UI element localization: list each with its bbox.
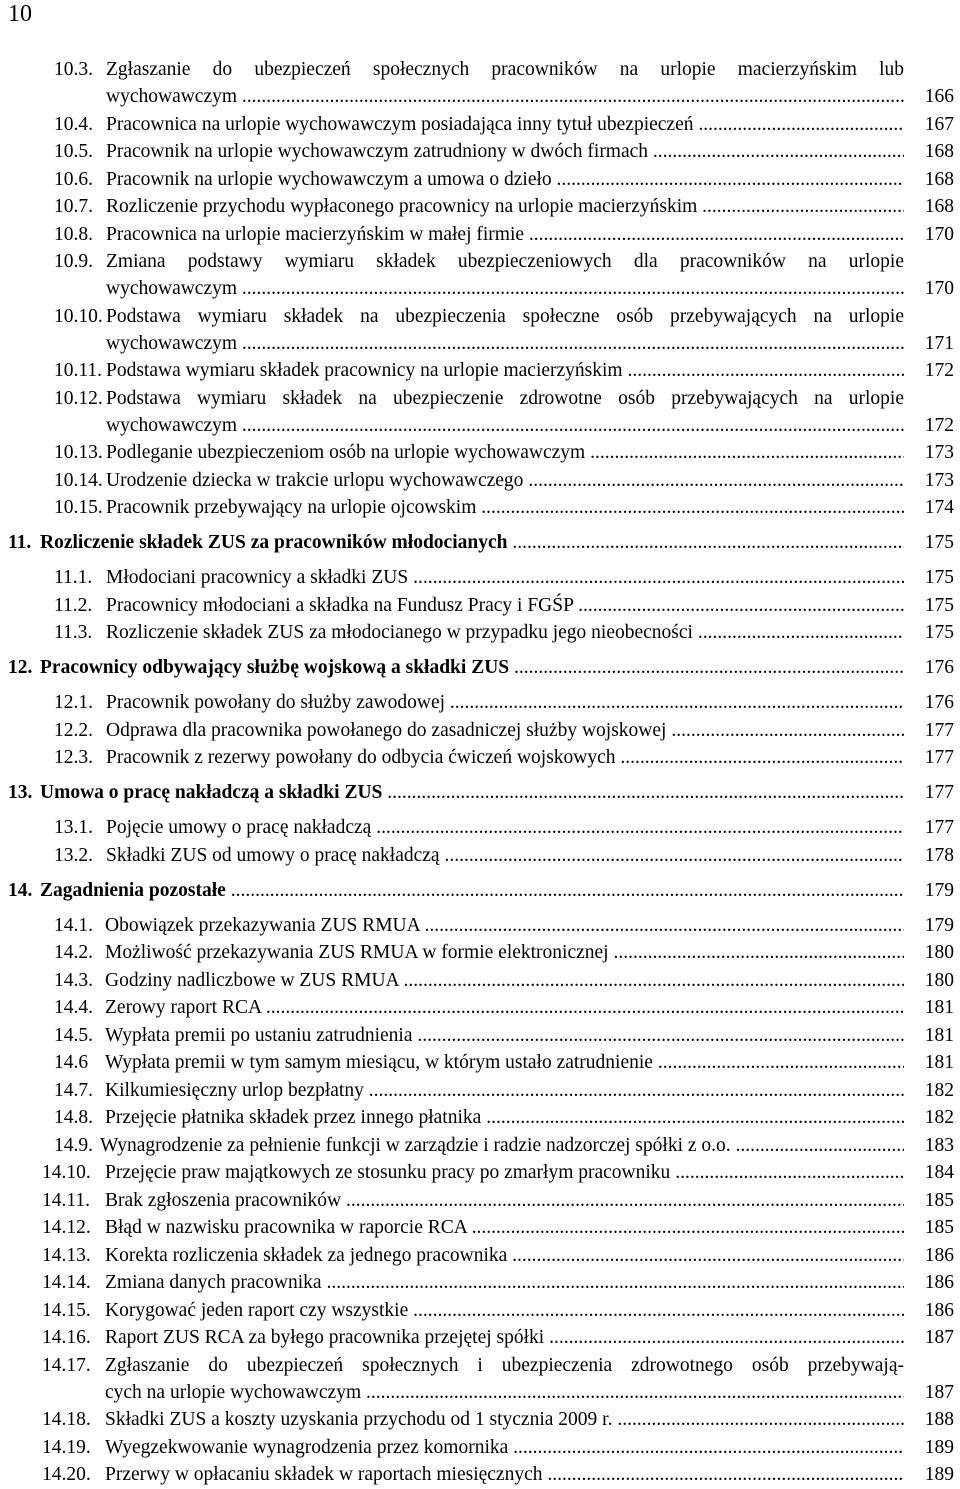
toc-entry-page: 168	[924, 168, 954, 190]
toc-entry-number: 13.1.	[54, 817, 93, 838]
toc-entry-title-leader: Wypłata premii po ustaniu zatrudnienia .....	[105, 1022, 904, 1049]
toc-entry[interactable]	[0, 1406, 960, 1433]
toc-entry-number: 12.1.	[54, 692, 93, 713]
toc-chapter-entry[interactable]	[0, 779, 960, 806]
toc-entry-title	[105, 994, 904, 1021]
toc-entry-page: 176	[924, 657, 954, 678]
toc-entry-title-leader: Brak zgłoszenia pracowników .....	[105, 1187, 904, 1214]
toc-entry-number: 14.6	[54, 1052, 89, 1073]
toc-entry-page: 180	[924, 969, 954, 991]
toc-entry-page: 185	[924, 1189, 954, 1211]
toc-entry-title	[105, 1297, 904, 1324]
toc-entry-page: 184	[924, 1162, 954, 1183]
toc-entry-page: 181	[924, 1052, 954, 1073]
toc-entry[interactable]	[0, 1324, 960, 1351]
toc-entry[interactable]	[0, 248, 960, 302]
toc-entry-title	[105, 1077, 904, 1104]
toc-entry-number: 14.	[8, 879, 33, 901]
toc-entry-page: 189	[924, 1436, 954, 1458]
toc-entry-title-leader: Pojęcie umowy o pracę nakładczą .....	[106, 814, 904, 841]
toc-entry-title-leader: Urodzenie dziecka w trakcie urlopu wychowawczego .....	[106, 467, 904, 494]
toc-entry-number: 12.2.	[54, 719, 93, 741]
toc-chapter-entry[interactable]	[0, 877, 960, 904]
toc-entry[interactable]	[0, 842, 960, 869]
toc-entry[interactable]	[0, 1132, 960, 1159]
toc-entry-title-leader: Składki ZUS a koszty uzyskania przychodu od 1 stycznia 2009 r. .....	[105, 1406, 904, 1433]
toc-entry-page: 171	[924, 332, 954, 354]
toc-entry-number: 14.17.	[42, 1354, 91, 1376]
toc-entry-page: 182	[924, 1107, 954, 1128]
toc-chapter-entry[interactable]	[0, 529, 960, 556]
toc-entry-title-line: Podstawa wymiaru składek na ubezpieczenie zdrowotne osób przebywających na urlopie	[106, 387, 904, 409]
toc-entry-title	[106, 111, 904, 138]
toc-entry-page: 181	[924, 1024, 954, 1046]
toc-entry-title-leader: Przejęcie praw majątkowych ze stosunku pracy po zmarłym pracowniku .....	[105, 1159, 904, 1186]
toc-entry-page: 181	[924, 997, 954, 1018]
toc-entry[interactable]	[0, 994, 960, 1021]
toc-entry-number: 10.5.	[54, 141, 93, 162]
toc-entry-number: 10.8.	[54, 223, 93, 245]
toc-entry-title	[105, 1242, 904, 1269]
page-number: 10	[8, 1, 32, 27]
toc-entry-title-leader: Pracownik na urlopie wychowawczym a umowa o dzieło .....	[106, 166, 904, 193]
toc-entry-title-leader: Podleganie ubezpieczeniom osób na urlopie wychowawczym .....	[106, 439, 904, 466]
toc-entry[interactable]	[0, 1297, 960, 1324]
toc-entry-title-leader: Godziny nadliczbowe w ZUS RMUA .....	[105, 967, 904, 994]
toc-entry-page: 189	[924, 1464, 954, 1485]
toc-entry-number: 10.15.	[54, 497, 103, 518]
toc-entry-page: 175	[924, 567, 954, 588]
toc-entry-number: 14.10.	[42, 1162, 91, 1183]
toc-entry-title-line: Podstawa wymiaru składek na ubezpieczenia społeczne osób przebywających na urlopie	[106, 305, 904, 327]
toc-entry-title	[105, 1434, 904, 1461]
toc-entry-title-leader: Wynagrodzenie za pełnienie funkcji w zarządzie i radzie nadzorczej spółki z o.o. .....	[100, 1132, 904, 1159]
toc-entry-number: 11.3.	[54, 622, 93, 643]
toc-entry-title	[106, 357, 904, 384]
toc-chapter-entry[interactable]	[0, 654, 960, 681]
toc-entry[interactable]	[0, 111, 960, 138]
toc-entry-title-leader: Korygować jeden raport czy wszystkie .....	[105, 1297, 904, 1324]
toc-entry-title	[40, 779, 904, 806]
toc-entry-page: 176	[924, 692, 954, 713]
toc-entry-title	[105, 1187, 904, 1214]
toc-entry-number: 10.7.	[54, 196, 93, 217]
toc-entry-title	[106, 619, 904, 646]
toc-entry-title	[105, 939, 904, 966]
toc-entry-number: 11.1.	[54, 567, 93, 588]
toc-entry[interactable]	[0, 1159, 960, 1186]
toc-entry[interactable]	[0, 1049, 960, 1076]
toc-entry-title-line: Zmiana podstawy wymiaru składek ubezpieczeniowych dla pracowników na urlopie	[106, 251, 904, 272]
toc-entry-page: 186	[924, 1272, 954, 1293]
toc-entry-title-leader: Obowiązek przekazywania ZUS RMUA .....	[105, 912, 904, 939]
toc-entry-title	[105, 1022, 904, 1049]
toc-entry[interactable]	[0, 1077, 960, 1104]
toc-entry-title	[106, 564, 904, 591]
toc-entry[interactable]	[0, 303, 960, 357]
toc-entry[interactable]	[0, 1352, 960, 1406]
toc-entry-page: 173	[924, 469, 954, 491]
toc-entry-page: 167	[924, 113, 954, 135]
toc-entry-title	[40, 877, 904, 904]
toc-entry-number: 14.9.	[54, 1134, 93, 1156]
toc-entry-number: 14.1.	[54, 914, 93, 936]
toc-entry-title-leader: wychowawczym .....	[106, 83, 904, 110]
toc-entry-title-leader: Pracownica na urlopie wychowawczym posiadająca inny tytuł ubezpieczeń .....	[106, 111, 904, 138]
toc-entry-title	[105, 967, 904, 994]
toc-entry-title-leader: Wypłata premii w tym samym miesiącu, w którym ustało zatrudnienie .....	[105, 1049, 904, 1076]
toc-entry[interactable]	[0, 1242, 960, 1269]
toc-entry-page: 178	[924, 844, 954, 866]
toc-entry-number: 10.4.	[54, 113, 93, 135]
toc-entry-title-leader: Korekta rozliczenia składek za jednego pracownika .....	[105, 1242, 904, 1269]
toc-entry-number: 14.11.	[42, 1189, 91, 1211]
toc-entry-title	[106, 56, 904, 110]
toc-entry[interactable]	[0, 717, 960, 744]
toc-entry-title	[105, 1324, 904, 1351]
toc-entry-title	[106, 592, 904, 619]
toc-entry-title	[105, 1049, 904, 1076]
toc-entry-page: 177	[924, 782, 954, 803]
toc-entry-number: 13.2.	[54, 844, 93, 866]
toc-entry[interactable]	[0, 166, 960, 193]
toc-entry-title-leader: cych na urlopie wychowawczym .....	[105, 1379, 904, 1406]
toc-entry[interactable]	[0, 494, 960, 521]
toc-entry-page: 168	[924, 196, 954, 217]
toc-entry-title	[106, 842, 904, 869]
toc-entry[interactable]	[0, 744, 960, 771]
toc-entry[interactable]	[0, 138, 960, 165]
toc-entry[interactable]	[0, 814, 960, 841]
toc-entry-number: 14.3.	[54, 969, 93, 991]
toc-entry-title	[105, 1352, 904, 1406]
toc-entry-title-leader: Podstawa wymiaru składek pracownicy na urlopie macierzyńskim .....	[106, 357, 904, 384]
toc-entry-title	[40, 654, 904, 681]
toc-entry[interactable]	[0, 1104, 960, 1131]
toc-entry-number: 10.3.	[54, 59, 93, 80]
toc-entry[interactable]	[0, 912, 960, 939]
toc-entry-title-leader: Pracownicy odbywający służbę wojskową a składki ZUS .....	[40, 654, 904, 681]
toc-entry[interactable]	[0, 1214, 960, 1241]
toc-entry-title-line: Zgłaszanie do ubezpieczeń społecznych pracowników na urlopie macierzyńskim lub	[106, 59, 904, 80]
table-of-contents	[0, 56, 960, 1489]
toc-entry-title-leader: Pracownik przebywający na urlopie ojcowskim .....	[106, 494, 904, 521]
toc-entry-page: 172	[924, 414, 954, 436]
toc-entry-title-leader: Zmiana danych pracownika .....	[105, 1269, 904, 1296]
toc-entry-number: 14.19.	[42, 1436, 91, 1458]
toc-entry-page: 188	[924, 1409, 954, 1430]
toc-entry[interactable]	[0, 439, 960, 466]
toc-entry-title-leader: Rozliczenie przychodu wypłaconego pracownicy na urlopie macierzyńskim .....	[106, 193, 904, 220]
toc-entry-page: 183	[924, 1134, 954, 1156]
toc-entry[interactable]	[0, 689, 960, 716]
toc-entry-number: 10.6.	[54, 168, 93, 190]
toc-entry[interactable]	[0, 357, 960, 384]
toc-entry-page: 172	[924, 360, 954, 381]
toc-entry-page: 168	[924, 141, 954, 162]
toc-entry-number: 10.14.	[54, 469, 103, 491]
toc-entry[interactable]	[0, 1187, 960, 1214]
toc-entry-page: 166	[924, 86, 954, 107]
toc-entry[interactable]	[0, 1022, 960, 1049]
toc-entry-page: 180	[924, 942, 954, 963]
toc-entry-number: 12.	[8, 657, 33, 678]
toc-entry[interactable]	[0, 221, 960, 248]
toc-entry[interactable]	[0, 385, 960, 439]
toc-entry-title	[106, 717, 904, 744]
toc-entry-number: 14.8.	[54, 1107, 93, 1128]
toc-entry-title	[105, 1269, 904, 1296]
toc-entry-title-leader: Przejęcie płatnika składek przez innego płatnika .....	[105, 1104, 904, 1131]
toc-entry-page: 185	[924, 1217, 954, 1238]
toc-entry-number: 10.10.	[54, 305, 103, 327]
toc-entry-title	[105, 912, 904, 939]
toc-entry[interactable]	[0, 1434, 960, 1461]
toc-entry-number: 14.16.	[42, 1327, 91, 1348]
toc-entry-page: 177	[924, 817, 954, 838]
toc-entry-page: 177	[924, 747, 954, 768]
toc-entry-title-leader: Pracownik na urlopie wychowawczym zatrudniony w dwóch firmach .....	[106, 138, 904, 165]
toc-entry-number: 10.11.	[54, 360, 103, 381]
toc-entry[interactable]	[0, 56, 960, 110]
toc-entry-title	[106, 439, 904, 466]
toc-entry[interactable]	[0, 1269, 960, 1296]
toc-entry[interactable]	[0, 1461, 960, 1488]
toc-entry-title	[106, 221, 904, 248]
toc-entry-number: 14.4.	[54, 997, 93, 1018]
toc-entry-number: 10.13.	[54, 442, 103, 463]
toc-entry-title-leader: Możliwość przekazywania ZUS RMUA w formie elektronicznej .....	[105, 939, 904, 966]
toc-entry-number: 14.5.	[54, 1024, 93, 1046]
toc-entry-number: 11.	[8, 532, 32, 553]
toc-entry-title	[106, 138, 904, 165]
toc-entry-title	[105, 1159, 904, 1186]
toc-entry-title-leader: wychowawczym .....	[106, 275, 904, 302]
toc-entry-number: 14.2.	[54, 942, 93, 963]
toc-entry-title-leader: Rozliczenie składek ZUS za pracowników młodocianych .....	[40, 529, 904, 556]
toc-entry-page: 175	[924, 532, 954, 553]
toc-entry-number: 14.15.	[42, 1299, 91, 1321]
toc-entry-title-leader: Zerowy raport RCA .....	[105, 994, 904, 1021]
toc-entry-title	[106, 193, 904, 220]
toc-entry-title-leader: wychowawczym .....	[106, 330, 904, 357]
toc-entry-number: 14.18.	[42, 1409, 91, 1430]
toc-entry-page: 187	[924, 1381, 954, 1403]
toc-entry-title-line: Zgłaszanie do ubezpieczeń społecznych i ubezpieczenia zdrowotnego osób przebywają-	[105, 1354, 904, 1376]
toc-entry-title	[106, 385, 904, 439]
toc-entry-number: 14.7.	[54, 1079, 93, 1101]
toc-entry-page: 179	[924, 879, 954, 901]
toc-entry-title	[106, 303, 904, 357]
toc-entry-page: 179	[924, 914, 954, 936]
toc-entry-title	[106, 467, 904, 494]
toc-entry-page: 175	[924, 622, 954, 643]
toc-entry-page: 177	[924, 719, 954, 741]
toc-entry-title-leader: Błąd w nazwisku pracownika w raporcie RCA .....	[105, 1214, 904, 1241]
toc-entry-page: 174	[924, 497, 954, 518]
toc-entry-title	[106, 814, 904, 841]
toc-entry-title-leader: Kilkumiesięczny urlop bezpłatny .....	[105, 1077, 904, 1104]
toc-entry[interactable]	[0, 592, 960, 619]
toc-entry-title	[106, 689, 904, 716]
toc-entry-number: 14.20.	[42, 1464, 91, 1485]
toc-entry-title-leader: Rozliczenie składek ZUS za młodocianego w przypadku jego nieobecności .....	[106, 619, 904, 646]
toc-entry-title	[105, 1214, 904, 1241]
toc-entry[interactable]	[0, 564, 960, 591]
toc-entry-title-leader: Zagadnienia pozostałe .....	[40, 877, 904, 904]
toc-entry-title-leader: Składki ZUS od umowy o pracę nakładczą .....	[106, 842, 904, 869]
toc-entry[interactable]	[0, 193, 960, 220]
toc-entry-title-leader: Raport ZUS RCA za byłego pracownika przejętej spółki .....	[105, 1324, 904, 1351]
toc-entry-number: 14.13.	[42, 1244, 91, 1266]
toc-entry-title	[106, 166, 904, 193]
toc-entry-title-leader: Pracownica na urlopie macierzyńskim w małej firmie .....	[106, 221, 904, 248]
toc-entry-page: 173	[924, 442, 954, 463]
toc-entry-page: 170	[924, 278, 954, 299]
toc-entry-title	[40, 529, 904, 556]
toc-entry-title	[106, 494, 904, 521]
toc-entry-number: 12.3.	[54, 747, 93, 768]
toc-entry-page: 170	[924, 223, 954, 245]
toc-entry-number: 14.12.	[42, 1217, 91, 1238]
toc-entry-title-leader: Pracownicy młodociani a składka na Fundusz Pracy i FGŚP .....	[106, 592, 904, 619]
toc-entry-title	[105, 1461, 904, 1488]
toc-entry-page: 186	[924, 1244, 954, 1266]
toc-entry-page: 175	[924, 594, 954, 616]
toc-entry-page: 187	[924, 1327, 954, 1348]
toc-entry-title-leader: Wyegzekwowanie wynagrodzenia przez komornika .....	[105, 1434, 904, 1461]
toc-entry-number: 10.9.	[54, 251, 93, 272]
toc-entry-title	[105, 1406, 904, 1433]
toc-entry-title-leader: Pracownik powołany do służby zawodowej .....	[106, 689, 904, 716]
toc-entry-page: 182	[924, 1079, 954, 1101]
toc-entry-title	[105, 1104, 904, 1131]
toc-entry-title	[106, 744, 904, 771]
toc-entry-title	[100, 1132, 904, 1159]
toc-entry-number: 13.	[8, 782, 33, 803]
toc-entry-title-leader: Pracownik z rezerwy powołany do odbycia ćwiczeń wojskowych .....	[106, 744, 904, 771]
toc-entry-title-leader: Umowa o pracę nakładczą a składki ZUS .....	[40, 779, 904, 806]
toc-entry-title	[106, 248, 904, 302]
toc-entry-number: 11.2.	[54, 594, 93, 616]
toc-entry[interactable]	[0, 619, 960, 646]
toc-entry-title-leader: Przerwy w opłacaniu składek w raportach miesięcznych .....	[105, 1461, 904, 1488]
toc-entry-page: 186	[924, 1299, 954, 1321]
toc-entry-number: 10.12.	[54, 387, 103, 409]
toc-entry[interactable]	[0, 939, 960, 966]
toc-entry-title-leader: wychowawczym .....	[106, 412, 904, 439]
toc-entry[interactable]	[0, 467, 960, 494]
toc-entry[interactable]	[0, 967, 960, 994]
toc-entry-title-leader: Młodociani pracownicy a składki ZUS .....	[106, 564, 904, 591]
toc-entry-title-leader: Odprawa dla pracownika powołanego do zasadniczej służby wojskowej .....	[106, 717, 904, 744]
toc-entry-number: 14.14.	[42, 1272, 91, 1293]
